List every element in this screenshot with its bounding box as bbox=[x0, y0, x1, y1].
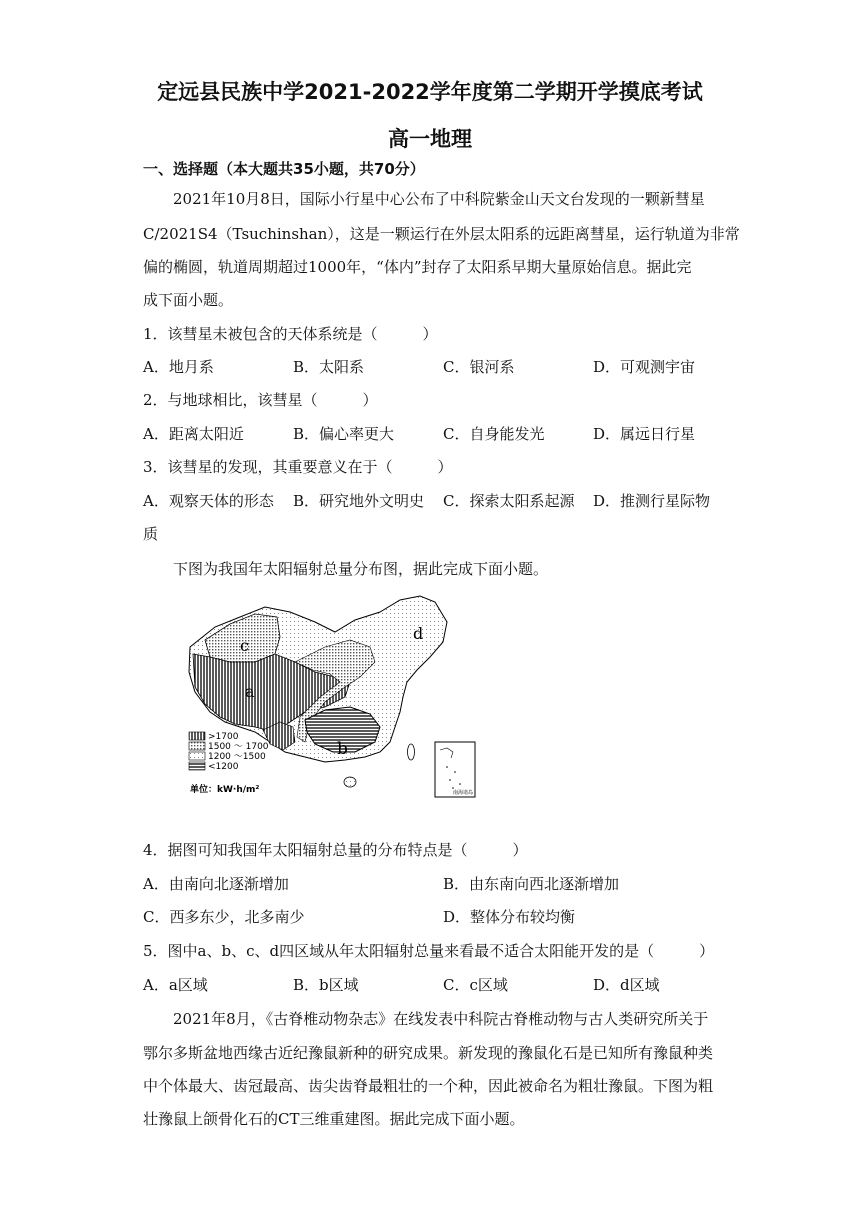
passage2-line: 壮豫鼠上颌骨化石的CT三维重建图。据此完成下面小题。 bbox=[143, 1110, 525, 1128]
q4-option-a[interactable]: A．由南向北逐渐增加 bbox=[143, 875, 289, 893]
q2-option-a[interactable]: A．距离太阳近 bbox=[143, 425, 244, 443]
q3-option-a[interactable]: A．观察天体的形态 bbox=[143, 492, 274, 510]
q5-option-a[interactable]: A．a区域 bbox=[143, 976, 208, 994]
question-1-stem: 1．该彗星未被包含的天体系统是（ ） bbox=[143, 325, 438, 343]
q3-option-c[interactable]: C．探索太阳系起源 bbox=[443, 492, 575, 510]
legend-lt1200: <1200 bbox=[208, 762, 239, 772]
question-2-stem: 2．与地球相比，该彗星（ ） bbox=[143, 391, 378, 409]
legend-unit: 单位：kW·h/m² bbox=[190, 785, 260, 795]
question-4-stem: 4．据图可知我国年太阳辐射总量的分布特点是（ ） bbox=[143, 841, 528, 859]
map-label-a: a bbox=[245, 682, 255, 701]
legend-1500-1700: 1500 ～ 1700 bbox=[208, 742, 269, 752]
hainan-island bbox=[344, 777, 356, 787]
q2-option-b[interactable]: B．偏心率更大 bbox=[293, 425, 395, 443]
q1-option-a[interactable]: A．地月系 bbox=[143, 358, 214, 376]
q4-option-c[interactable]: C．西多东少，北多南少 bbox=[143, 908, 305, 926]
passage1-line: 2021年10月8日，国际小行星中心公布了中科院紫金山天文台发现的一颗新彗星 bbox=[173, 190, 705, 208]
passage2-line: 2021年8月，《古脊椎动物杂志》在线发表中科院古脊椎动物与古人类研究所关于 bbox=[173, 1010, 709, 1028]
section-heading: 一、选择题（本大题共35小题，共70分） bbox=[143, 160, 425, 178]
map-label-b: b bbox=[337, 739, 348, 759]
south-china-sea-inset bbox=[435, 742, 475, 797]
q5-option-d[interactable]: D．d区域 bbox=[593, 976, 660, 994]
q1-option-d[interactable]: D．可观测宇宙 bbox=[593, 358, 696, 376]
inset-label: 南海诸岛 bbox=[453, 790, 474, 796]
q3-option-d[interactable]: D．推测行星际物 bbox=[593, 492, 711, 510]
q1-option-b[interactable]: B．太阳系 bbox=[293, 358, 365, 376]
passage2-line: 鄂尔多斯盆地西缘古近纪豫鼠新种的研究成果。新发现的豫鼠化石是已知所有豫鼠种类 bbox=[143, 1044, 714, 1062]
legend-1200-1500: 1200 ～1500 bbox=[208, 752, 266, 762]
q3-option-b[interactable]: B．研究地外文明史 bbox=[293, 492, 425, 510]
q2-option-c[interactable]: C．自身能发光 bbox=[443, 425, 545, 443]
q1-option-c[interactable]: C．银河系 bbox=[443, 358, 515, 376]
q2-option-d[interactable]: D．属远日行星 bbox=[593, 425, 696, 443]
map-legend bbox=[189, 732, 269, 795]
map-intro: 下图为我国年太阳辐射总量分布图，据此完成下面小题。 bbox=[173, 560, 549, 578]
passage1-line: 成下面小题。 bbox=[143, 291, 234, 309]
q4-option-b[interactable]: B．由东南向西北逐渐增加 bbox=[443, 875, 620, 893]
map-label-d: d bbox=[413, 624, 424, 643]
china-solar-radiation-map bbox=[185, 592, 489, 806]
q5-option-c[interactable]: C．c区域 bbox=[443, 976, 508, 994]
q3-option-d-continuation: 质 bbox=[143, 525, 159, 543]
question-5-stem: 5．图中a、b、c、d四区域从年太阳辐射总量来看最不适合太阳能开发的是（ ） bbox=[143, 942, 715, 960]
passage2-line: 中个体最大、齿冠最高、齿尖齿脊最粗壮的一个种，因此被命名为粗壮豫鼠。下图为粗 bbox=[143, 1077, 714, 1095]
map-label-c: c bbox=[240, 636, 249, 655]
legend-gt1700: >1700 bbox=[208, 732, 239, 742]
exam-title: 定远县民族中学2021-2022学年度第二学期开学摸底考试 bbox=[157, 80, 703, 104]
taiwan-island bbox=[408, 744, 415, 760]
q4-option-d[interactable]: D．整体分布较均衡 bbox=[443, 908, 576, 926]
q5-option-b[interactable]: B．b区域 bbox=[293, 976, 359, 994]
passage1-line: C/2021S4（Tsuchinshan），这是一颗运行在外层太阳系的远距离彗星，运行轨道为非常 bbox=[143, 225, 740, 243]
passage1-line: 偏的椭圆，轨道周期超过1000年，“体内”封存了太阳系早期大量原始信息。据此完 bbox=[143, 258, 692, 276]
question-3-stem: 3．该彗星的发现，其重要意义在于（ ） bbox=[143, 458, 453, 476]
exam-subject: 高一地理 bbox=[388, 127, 472, 151]
